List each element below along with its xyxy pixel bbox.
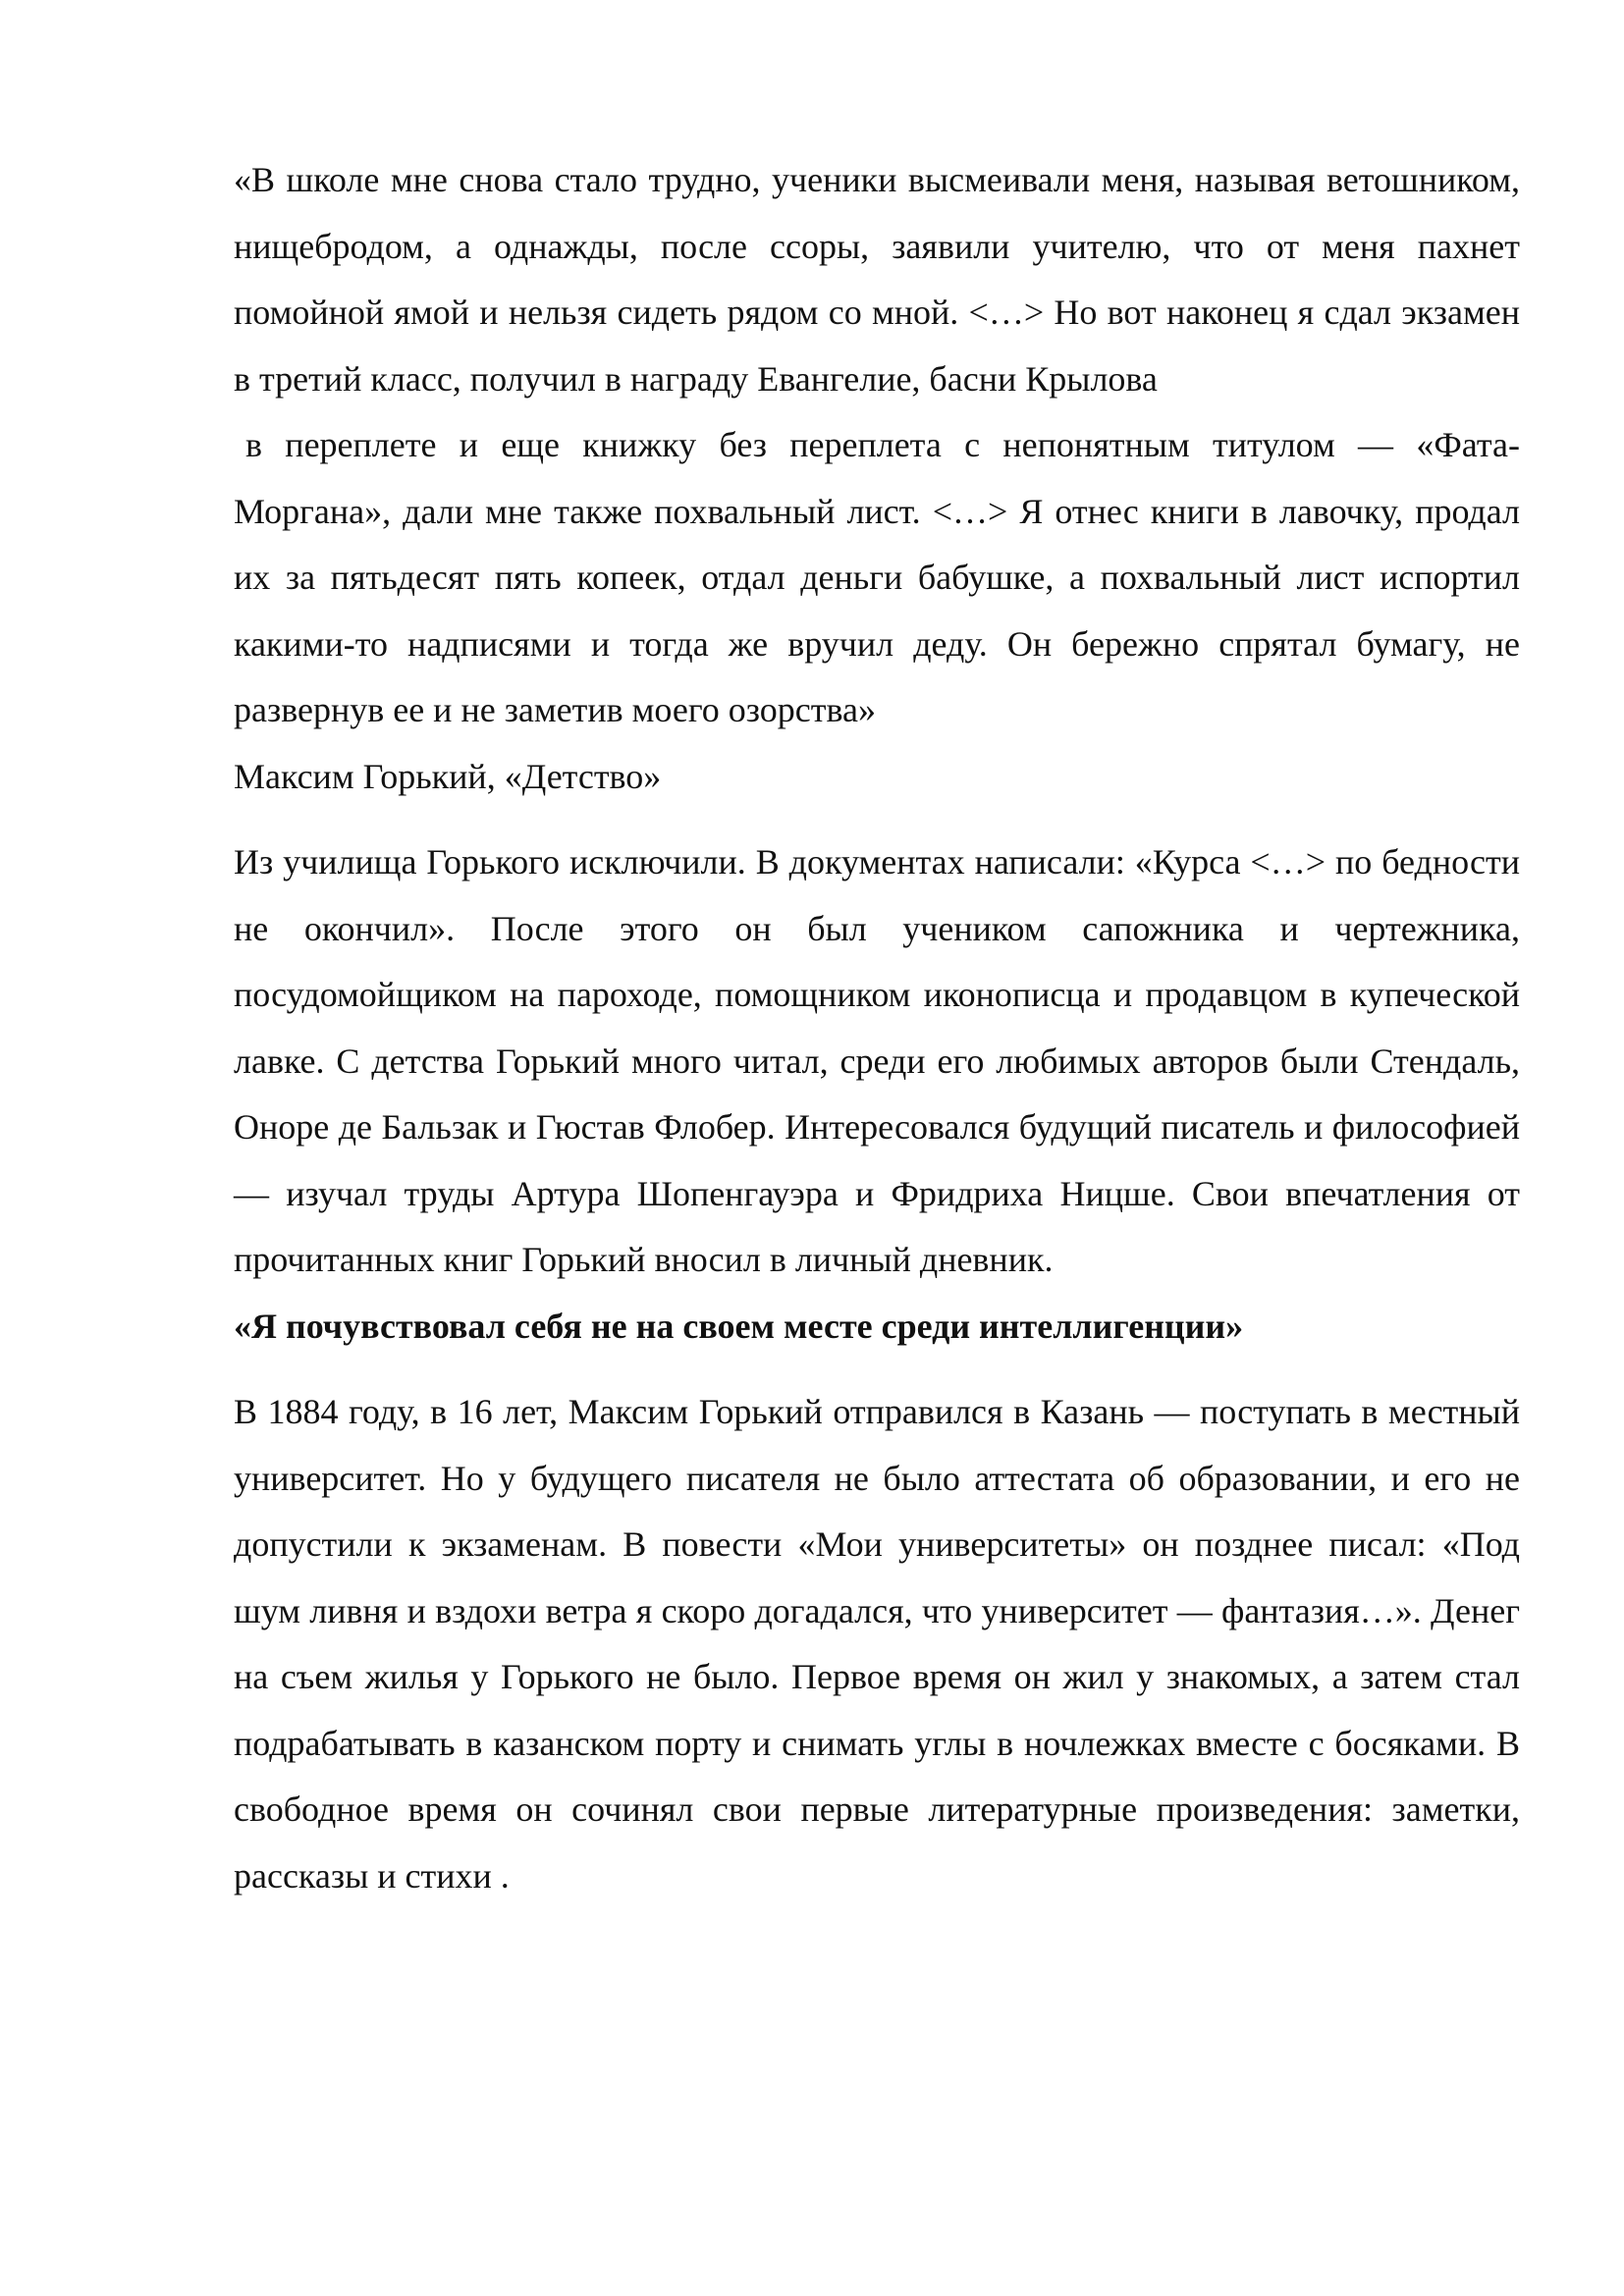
document-page [234,147,1520,1909]
section-heading: «Я почувствовал себя не на своем месте среди интеллигенции» [234,1306,1244,1346]
section-paragraph: В 1884 году, в 16 лет, Максим Горький отправился в Казань — поступать в местный университет. Но у будущего писателя не было аттестата об образовании, и его не допустили к экзаменам. В повести «Мои университеты» он позднее писал: «Под шум ливня и вздохи ветра я скоро догадался, что университет — фантазия…». Денег на съем жилья у Горького не было. Первое время он жил у знакомых, а затем стал подрабатывать в казанском порту и снимать углы в ночлежках вместе с босяками. В свободное время он сочинял свои первые литературные произведения: заметки, рассказы и стихи . [234,1392,1520,1896]
quote-paragraph-1: «В школе мне снова стало трудно, ученики высмеивали меня, называя ветошником, нищебродом, а однажды, после ссоры, заявили учителю, что от меня пахнет помойной ямой и нельзя сидеть рядом со мной. <…> Но вот наконец я сдал экзамен в третий класс, получил в награду Евангелие, басни Крылова [234,160,1520,399]
quote-paragraph-2: в переплете и еще книжку без переплета с непонятным титулом — «Фата-Моргана», дали мне также похвальный лист. <…> Я отнес книги в лавочку, продал их за пятьдесят пять копеек, отдал деньги бабушке, а похвальный лист испортил какими-то надписями и тогда же вручил деду. Он бережно спрятал бумагу, не развернув ее и не заметив моего озорства» [234,425,1520,729]
body-paragraph: Из училища Горького исключили. В документах написали: «Курса <…> по бедности не окончил». После этого он был учеником сапожника и чертежника, посудомойщиком на пароходе, помощником иконописца и продавцом в купеческой лавке. С детства Горький много читал, среди его любимых авторов были Стендаль, Оноре де Бальзак и Гюстав Флобер. Интересовался будущий писатель и философией — изучал труды Артура Шопенгауэра и Фридриха Ницше. Свои впечатления от прочитанных книг Горький вносил в личный дневник. [234,842,1520,1279]
quote-attribution: Максим Горький, «Детство» [234,756,662,796]
